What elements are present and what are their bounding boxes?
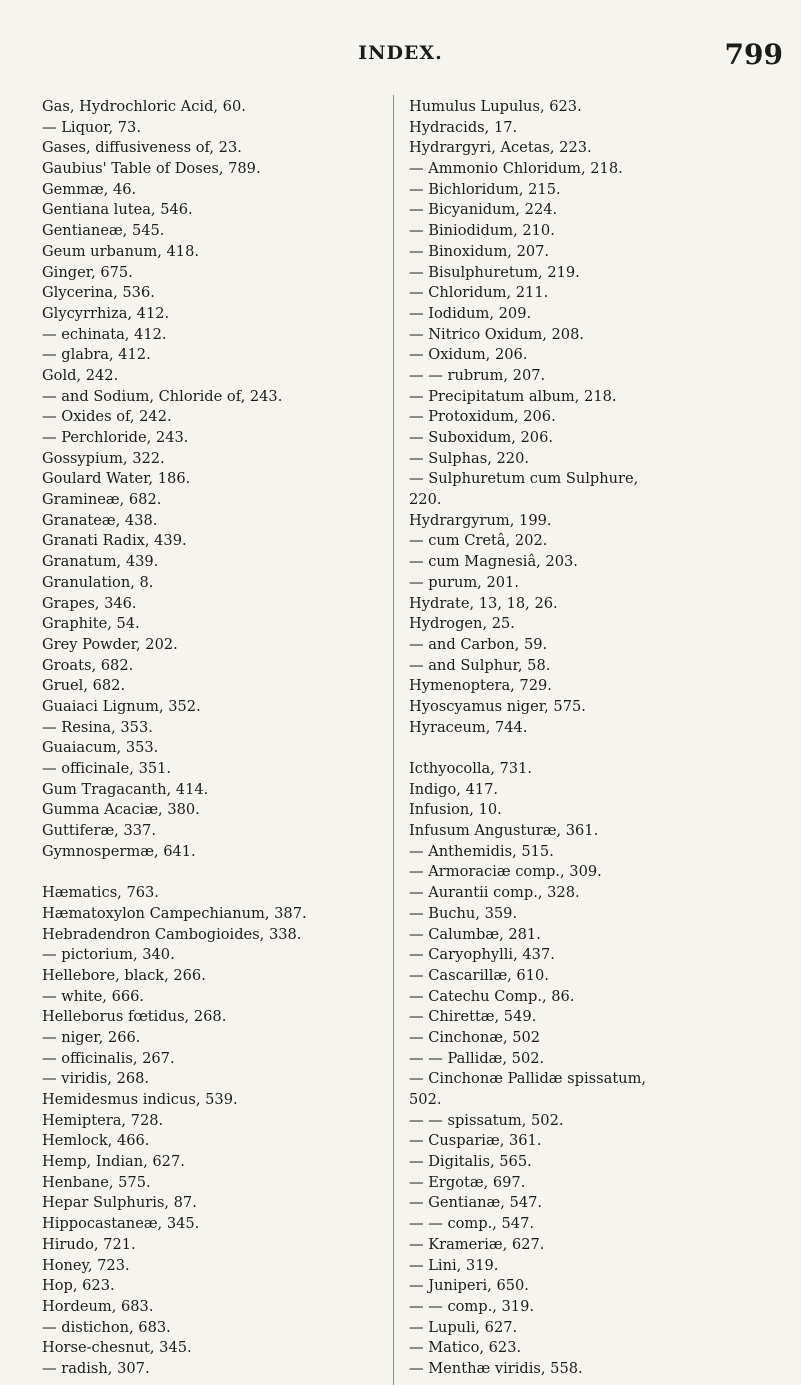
index-entry: — Caryophylli, 437.: [409, 946, 555, 964]
index-entry: Grey Powder, 202.: [42, 635, 178, 653]
index-entry: Gentiana lutea, 546.: [42, 201, 193, 219]
index-entry: — — Pallidæ, 502.: [409, 1049, 545, 1067]
index-entry: Hæmatoxylon Campechianum, 387.: [42, 904, 307, 922]
index-entry: Infusum Angusturæ, 361.: [409, 822, 599, 840]
index-entry: Granatum, 439.: [42, 553, 159, 571]
index-entry: — Nitrico Oxidum, 208.: [409, 325, 584, 343]
index-entry: Granati Radix, 439.: [42, 532, 187, 550]
running-title: INDEX.: [358, 42, 443, 64]
index-entry: — echinata, 412.: [42, 325, 167, 343]
index-entry: Goulard Water, 186.: [42, 470, 191, 488]
index-entry: Guttiferæ, 337.: [42, 822, 156, 840]
index-entry: — Lupuli, 627.: [409, 1318, 518, 1336]
index-entry: Hordeum, 683.: [42, 1297, 154, 1315]
index-column-right: [409, 97, 789, 1380]
index-entry: 220.: [409, 491, 442, 509]
index-entry: — — comp., 547.: [409, 1215, 535, 1233]
index-entry: Horse-chesnut, 345.: [42, 1339, 192, 1357]
index-entry: — and Sodium, Chloride of, 243.: [42, 387, 283, 405]
index-entry: Guaiaci Lignum, 352.: [42, 697, 201, 715]
index-entry: — Bicyanidum, 224.: [409, 201, 558, 219]
index-entry: — Protoxidum, 206.: [409, 408, 556, 426]
index-entry: Gases, diffusiveness of, 23.: [42, 139, 242, 157]
index-entry: — Gentianæ, 547.: [409, 1194, 543, 1212]
index-entry: — white, 666.: [42, 987, 145, 1005]
index-entry: Hemp, Indian, 627.: [42, 1153, 185, 1171]
index-entry: — cum Magnesiâ, 203.: [409, 553, 578, 571]
index-entry: — Cinchonæ Pallidæ spissatum,: [409, 1070, 647, 1088]
index-entry: — Suboxidum, 206.: [409, 429, 554, 446]
index-entry: Granateæ, 438.: [42, 511, 158, 529]
index-entry: — officinale, 351.: [42, 760, 172, 777]
index-entry: Gemmæ, 46.: [42, 180, 137, 198]
index-entry: — Precipitatum album, 218.: [409, 387, 617, 405]
index-entry: Humulus Lupulus, 623.: [409, 98, 582, 115]
index-entry: — pictorium, 340.: [42, 946, 175, 964]
index-entry: Henbane, 575.: [42, 1173, 151, 1191]
index-entry: — radish, 307.: [42, 1359, 150, 1377]
index-entry: Hepar Sulphuris, 87.: [42, 1194, 197, 1212]
index-entry: Geum urbanum, 418.: [42, 242, 199, 260]
index-entry: — Chloridum, 211.: [409, 284, 549, 302]
index-entry: — Biniodidum, 210.: [409, 222, 555, 240]
index-entry: Hydrargyri, Acetas, 223.: [409, 139, 592, 157]
index-entry: Icthyocolla, 731.: [409, 760, 532, 777]
index-entry: — Juniperi, 650.: [409, 1277, 529, 1295]
index-entry: Helleborus fœtidus, 268.: [42, 1008, 227, 1026]
index-entry: 502.: [409, 1091, 442, 1108]
index-entry: Gymnospermæ, 641.: [42, 842, 196, 860]
index-entry: — Matico, 623.: [409, 1339, 522, 1357]
index-entry: — Armoraciæ comp., 309.: [409, 863, 602, 881]
index-entry: — Binoxidum, 207.: [409, 242, 550, 260]
index-entry: — and Sulphur, 58.: [409, 656, 551, 674]
index-entry: — Krameriæ, 627.: [409, 1235, 545, 1253]
index-entry: — distichon, 683.: [42, 1318, 171, 1336]
index-entry: — viridis, 268.: [42, 1070, 150, 1088]
index-entry: Gaubius' Table of Doses, 789.: [42, 160, 261, 178]
column-divider: [393, 95, 394, 1385]
index-entry: — Iodidum, 209.: [409, 304, 532, 322]
index-entry: — Bichloridum, 215.: [409, 180, 561, 198]
index-entry: — Calumbæ, 281.: [409, 925, 541, 943]
page-number: 799: [724, 38, 783, 71]
index-entry: — glabra, 412.: [42, 346, 151, 364]
index-entry: Hæmatics, 763.: [42, 884, 159, 902]
index-entry: — Oxidum, 206.: [409, 346, 528, 364]
index-entry: Hydracids, 17.: [409, 118, 518, 136]
index-entry: Infusion, 10.: [409, 801, 502, 819]
index-entry: — Buchu, 359.: [409, 904, 518, 922]
index-entry: Hydrargyrum, 199.: [409, 511, 552, 529]
index-entry: Indigo, 417.: [409, 780, 499, 798]
index-entry: — Ammonio Chloridum, 218.: [409, 160, 623, 178]
index-entry: Hippocastaneæ, 345.: [42, 1215, 200, 1233]
index-entry: Hydrate, 13, 18, 26.: [409, 594, 558, 612]
section-gap: [42, 862, 392, 883]
index-entry: Groats, 682.: [42, 656, 134, 674]
index-entry: Hellebore, black, 266.: [42, 966, 206, 984]
index-entry: Hop, 623.: [42, 1277, 115, 1295]
index-entry: — Ergotæ, 697.: [409, 1173, 526, 1191]
index-entry: — Bisulphuretum, 219.: [409, 263, 580, 281]
index-entry: Hyraceum, 744.: [409, 718, 528, 736]
index-entry: — Cuspariæ, 361.: [409, 1132, 542, 1150]
index-entry: Hebradendron Cambogioides, 338.: [42, 925, 302, 943]
index-entry: Gas, Hydrochloric Acid, 60.: [42, 98, 246, 115]
index-entry: Gumma Acaciæ, 380.: [42, 801, 200, 819]
index-entry: — cum Cretâ, 202.: [409, 532, 548, 550]
index-entry: — Perchloride, 243.: [42, 429, 189, 446]
index-entry: — and Carbon, 59.: [409, 635, 548, 653]
index-entry: — Sulphuretum cum Sulphure,: [409, 470, 639, 488]
section-gap: [409, 738, 789, 759]
index-entry: Gum Tragacanth, 414.: [42, 780, 209, 798]
index-entry: — Lini, 319.: [409, 1256, 499, 1274]
index-entry: — officinalis, 267.: [42, 1049, 175, 1067]
index-entry: — Aurantii comp., 328.: [409, 884, 580, 902]
index-entry: — — comp., 319.: [409, 1297, 535, 1315]
index-entry: — — rubrum, 207.: [409, 366, 546, 384]
index-entry: — Cascarillæ, 610.: [409, 966, 549, 984]
index-entry: Hemlock, 466.: [42, 1132, 150, 1150]
index-entry: — Oxides of, 242.: [42, 408, 172, 426]
index-entry: Hirudo, 721.: [42, 1235, 136, 1253]
index-entry: — Cinchonæ, 502: [409, 1028, 541, 1046]
index-entry: Honey, 723.: [42, 1256, 130, 1274]
index-entry: Graphite, 54.: [42, 615, 140, 633]
index-entry: — Anthemidis, 515.: [409, 842, 554, 860]
index-entry: Hemiptera, 728.: [42, 1111, 164, 1129]
index-entry: — — spissatum, 502.: [409, 1111, 564, 1129]
index-entry: — niger, 266.: [42, 1028, 141, 1046]
index-entry: Gramineæ, 682.: [42, 491, 162, 509]
index-entry: Granulation, 8.: [42, 573, 154, 591]
index-entry: Glycyrrhiza, 412.: [42, 304, 170, 322]
index-entry: Gossypium, 322.: [42, 449, 165, 467]
index-entry: Guaiacum, 353.: [42, 739, 159, 757]
index-entry: Grapes, 346.: [42, 594, 137, 612]
index-entry: — Liquor, 73.: [42, 118, 141, 136]
index-entry: — Resina, 353.: [42, 718, 153, 736]
index-entry: Glycerina, 536.: [42, 284, 155, 302]
index-entry: Hemidesmus indicus, 539.: [42, 1091, 238, 1108]
page-header: [0, 0, 801, 80]
index-column-left: [42, 97, 392, 1380]
index-entry: — Sulphas, 220.: [409, 449, 529, 467]
index-entry: Hydrogen, 25.: [409, 615, 515, 633]
index-entry: Gold, 242.: [42, 366, 119, 384]
index-entry: Gentianeæ, 545.: [42, 222, 165, 240]
index-entry: — Chirettæ, 549.: [409, 1008, 537, 1026]
index-entry: Hyoscyamus niger, 575.: [409, 697, 586, 715]
index-entry: — Digitalis, 565.: [409, 1153, 532, 1171]
index-entry: Gruel, 682.: [42, 677, 126, 695]
index-entry: Ginger, 675.: [42, 263, 133, 281]
index-entry: — Catechu Comp., 86.: [409, 987, 575, 1005]
index-entry: Hymenoptera, 729.: [409, 677, 552, 695]
index-entry: — Menthæ viridis, 558.: [409, 1359, 583, 1377]
index-entry: — purum, 201.: [409, 573, 519, 591]
